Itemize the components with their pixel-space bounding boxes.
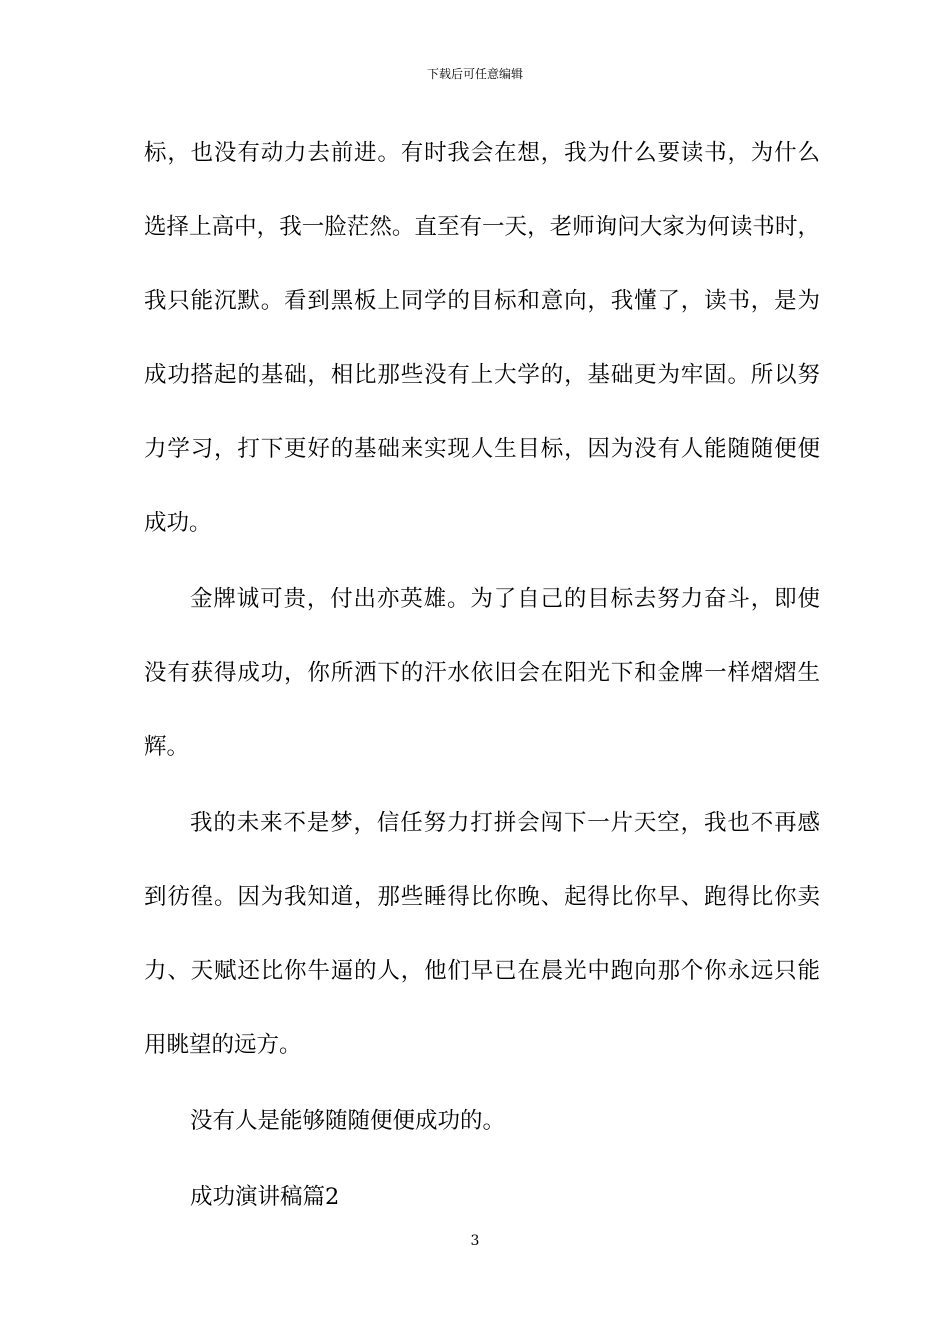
text-line: 没有获得成功，你所洒下的汗水依旧会在阳光下和金牌一样熠熠生 [144,660,820,686]
text-line: 力、天赋还比你牛逼的人，他们早已在晨光中跑向那个你永远只能 [144,958,820,984]
page-header: 下载后可任意编辑 [426,67,523,81]
text-line: 选择上高中，我一脸茫然。直至有一天，老师询问大家为何读书时， [144,214,820,240]
text-line: 我只能沉默。看到黑板上同学的目标和意向，我懂了，读书，是为 [144,288,820,314]
text-line: 用眺望的远方。 [144,1032,302,1058]
text-line: 力学习，打下更好的基础来实现人生目标，因为没有人能随随便便 [144,436,820,462]
page-number: 3 [470,1233,480,1249]
text-line: 辉。 [144,734,190,760]
text-line: 成功搭起的基础，相比那些没有上大学的，基础更为牢固。所以努 [144,362,820,388]
section-heading: 成功演讲稿篇2 [190,1184,340,1210]
text-line: 到彷徨。因为我知道，那些睡得比你晚、起得比你早、跑得比你卖 [144,884,820,910]
text-line: 没有人是能够随随便便成功的。 [190,1108,506,1134]
text-line: 我的未来不是梦，信任努力打拼会闯下一片天空，我也不再感 [190,810,820,836]
text-line: 成功。 [144,510,212,536]
text-line: 金牌诚可贵，付出亦英雄。为了自己的目标去努力奋斗，即使 [190,586,820,612]
text-line: 标，也没有动力去前进。有时我会在想，我为什么要读书，为什么 [144,140,820,166]
